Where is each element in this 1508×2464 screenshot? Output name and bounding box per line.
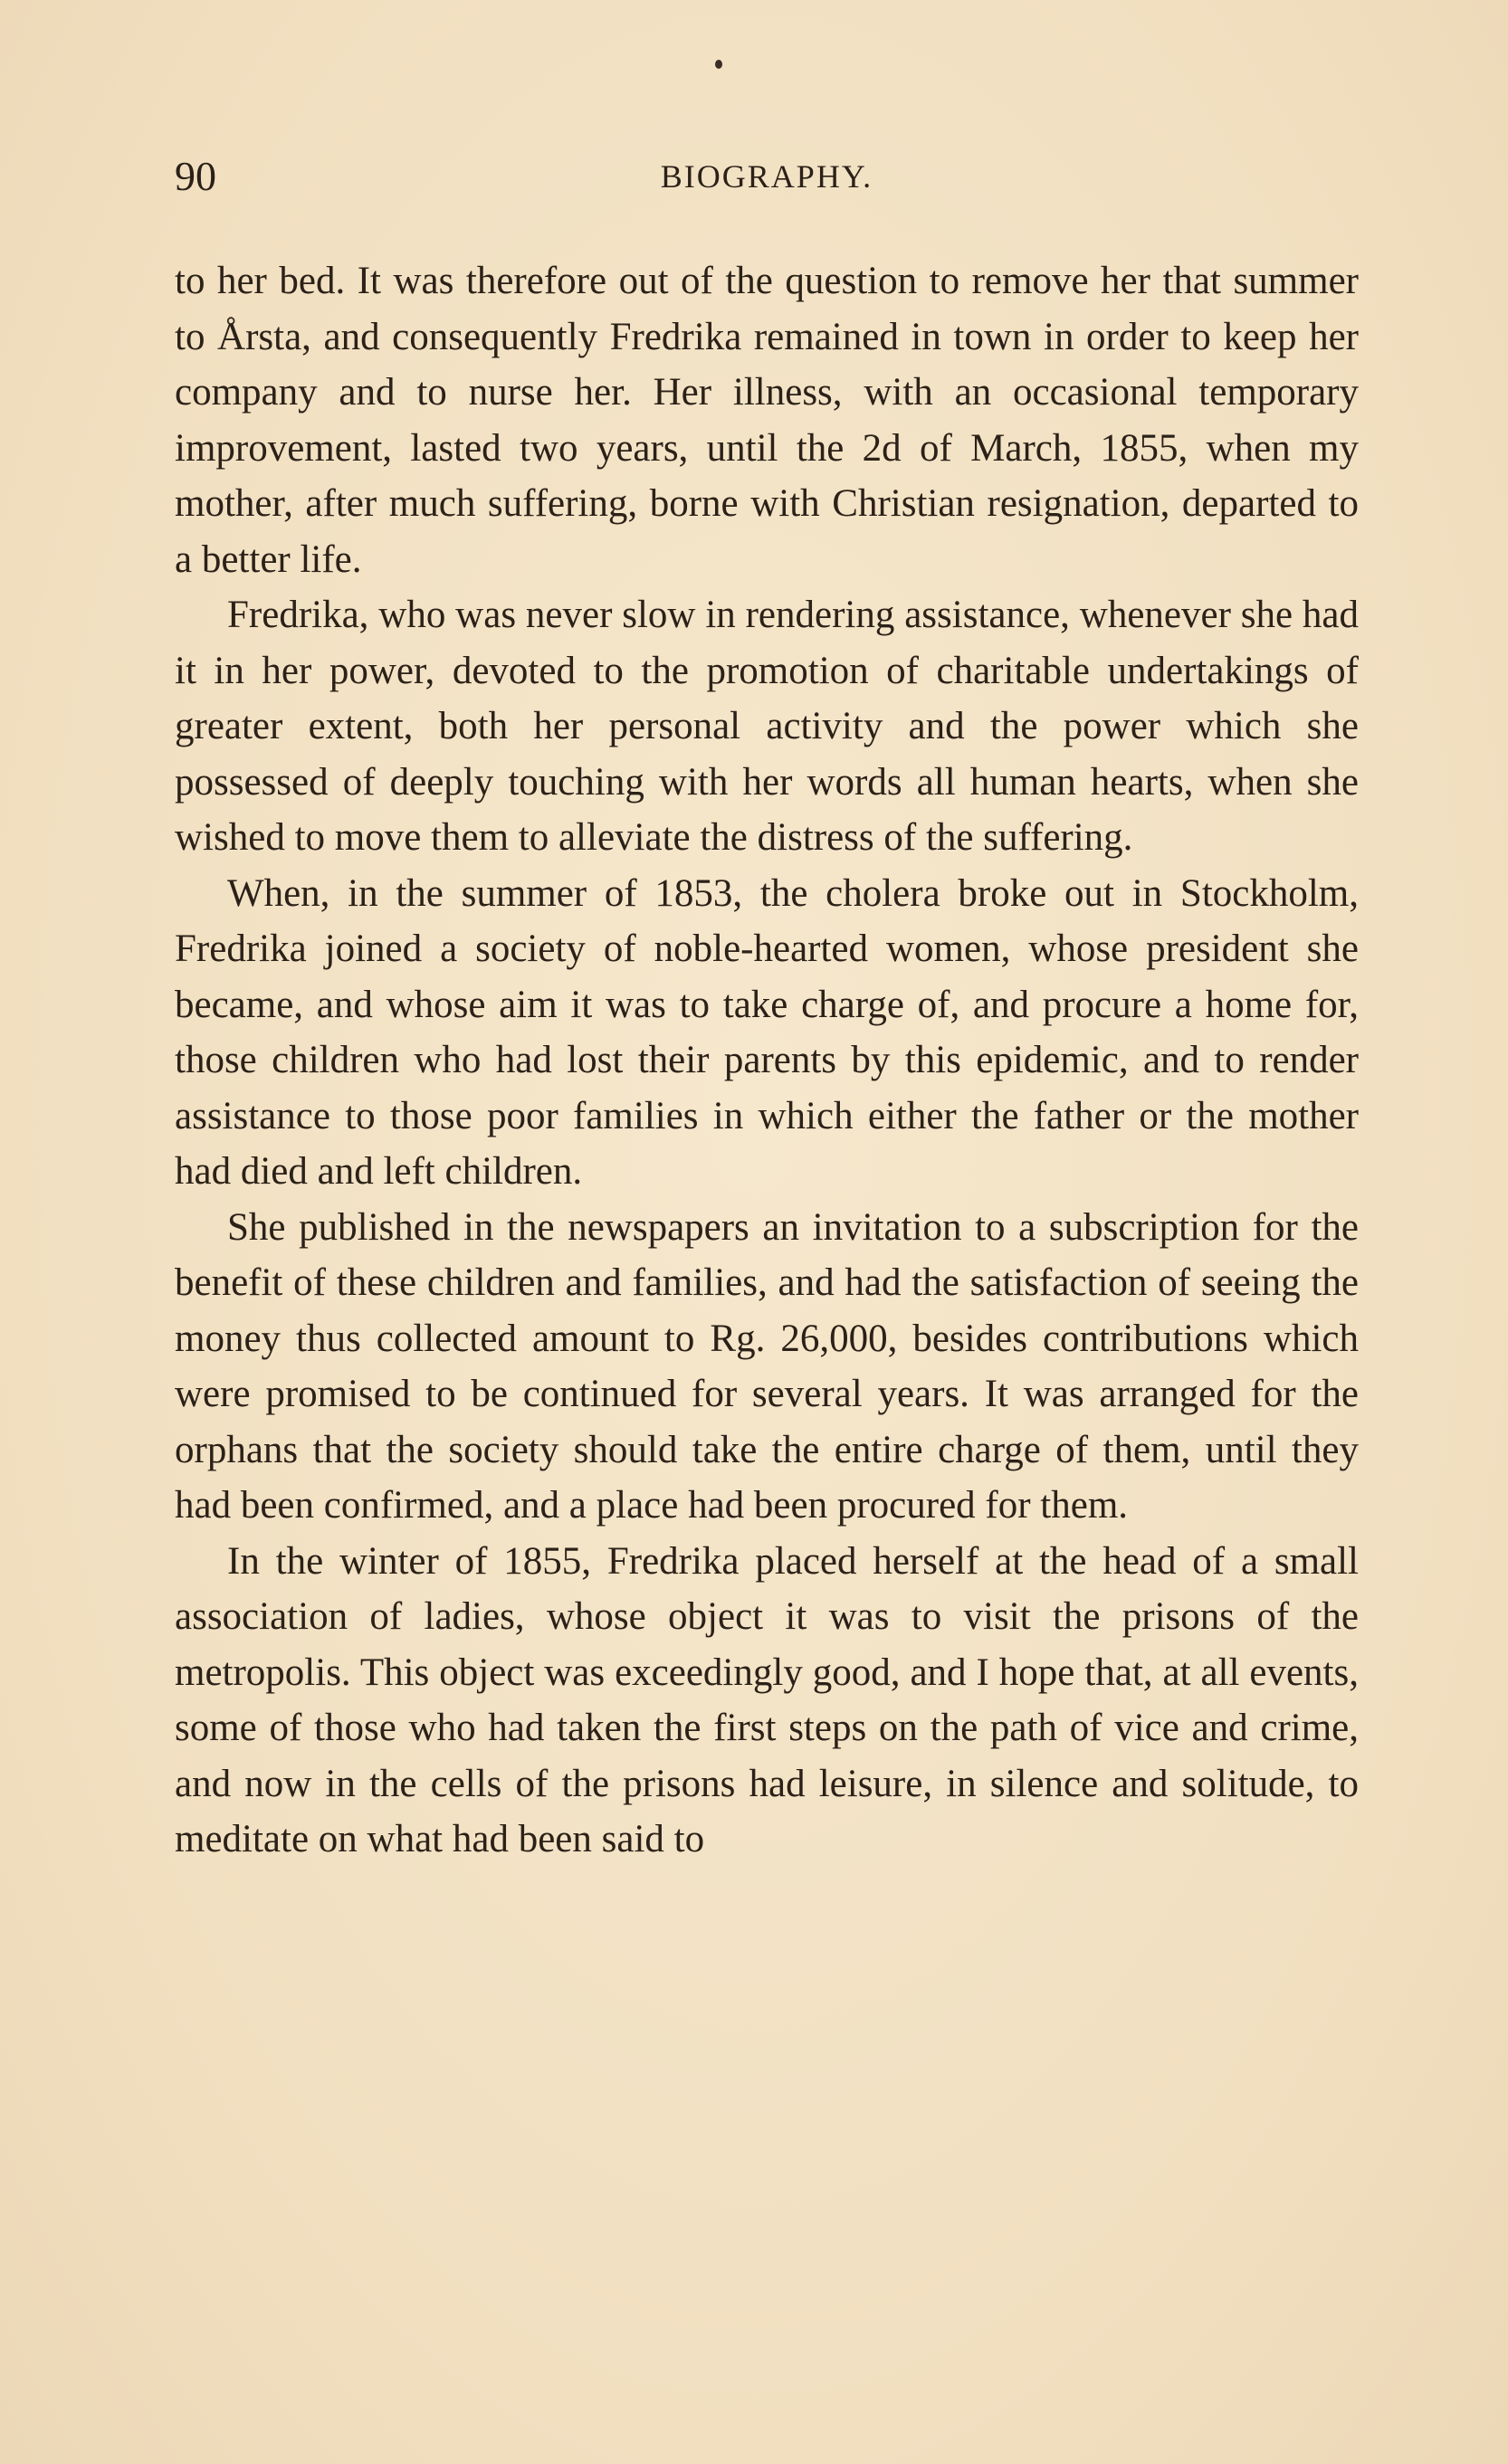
paragraph-2: Fredrika, who was never slow in rendering assistance, whenever she had it in her power, devoted to the promotion of charitable undertakings of greater extent, both her personal activity and the power which she possessed of deeply touching with her words all human hearts, when she wished to move them to alleviate the distress of the suffering. — [175, 594, 1359, 859]
paragraph-5: In the winter of 1855, Fredrika placed herself at the head of a small association of ladies, whose object it was to visit the prisons of the metropolis. This object was exceedingly good, and I hope that, at all events, some of those who had taken the first steps on the path of vice and crime, and now in the cells of the prisons had leisure, in silence and solitude, to meditate on what had been said to — [175, 1539, 1359, 1860]
paragraph-3: When, in the summer of 1853, the cholera broke out in Stockholm, Fredrika joined a society of noble-hearted women, whose president she became, and whose aim it was to take charge of, and procure a home for, those children who had lost their parents by this epidemic, and to render assistance to those poor families in which either the father or the mother had died and left children. — [175, 871, 1359, 1193]
page-number: 90 — [175, 153, 216, 199]
page-header — [175, 145, 1359, 208]
running-head: BIOGRAPHY. — [660, 158, 873, 195]
ink-speck — [715, 60, 722, 69]
paragraph-1: to her bed. It was therefore out of the question to remove her that summer to Årsta, and consequently Fredrika remained in town in order to keep her company and to nurse her. Her illness, with an occasional temporary improvement, lasted two years, until the 2d of March, 1855, when my mother, after much suffering, borne with Christian resignation, departed to a better life. — [175, 260, 1359, 581]
paragraph-4: She published in the newspapers an invitation to a subscription for the benefit of these children and families, and had the satisfaction of seeing the money thus collected amount to Rg. 26,000, besides contributions which were promised to be continued for several years. It was arranged for the orphans that the society should take the entire charge of them, until they had been confirmed, and a place had been procured for them. — [175, 1205, 1359, 1527]
body-text — [175, 253, 1359, 1868]
